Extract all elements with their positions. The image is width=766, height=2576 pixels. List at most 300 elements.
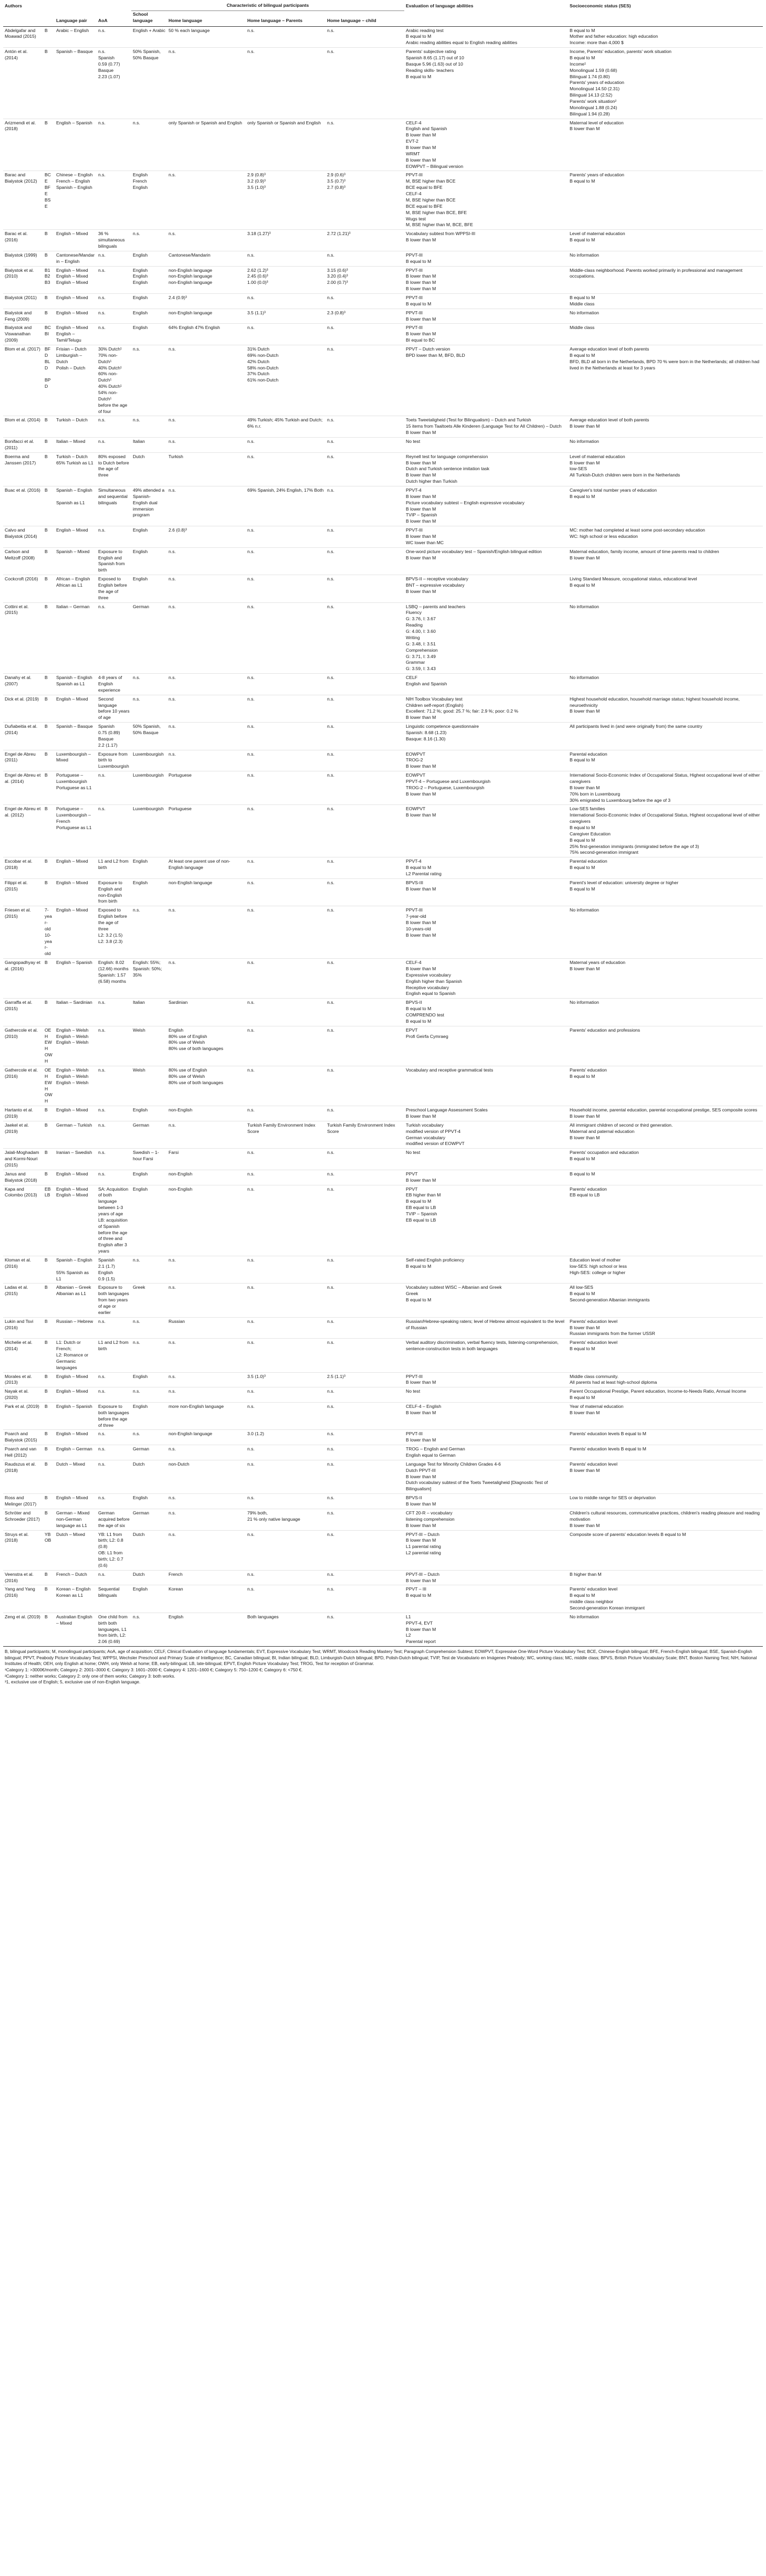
cell-line: English – Welsh <box>56 1027 89 1033</box>
cell-line: Average education level of both parents <box>570 417 649 423</box>
cell-line: English – Mixed <box>56 1171 88 1176</box>
cell-line: B lower than M <box>406 493 436 499</box>
cell-line: TVIP – Spanish <box>406 1211 437 1216</box>
aoa-cell <box>97 1106 131 1121</box>
cell-line: n.s. <box>247 1107 255 1113</box>
home-language-parents-cell <box>246 602 326 673</box>
school-language-cell <box>131 1509 167 1530</box>
cell-line: 60% non-Dutch¹ <box>98 371 118 383</box>
cell-line: Maternal and paternal education <box>570 1128 635 1134</box>
authors-cell <box>3 674 43 695</box>
cell-line: English – Mixed <box>56 527 88 533</box>
cell-line: All immigrant children of second or third generation. <box>570 1122 673 1128</box>
cell-line: B <box>45 1614 48 1619</box>
cell-line: low-SES <box>570 466 587 472</box>
cell-line: Dutch – Mixed <box>56 1461 85 1467</box>
authors-cell <box>3 1185 43 1256</box>
cell-line: n.s. <box>98 1171 106 1176</box>
aoa-cell <box>97 602 131 673</box>
school-language-cell <box>131 345 167 416</box>
cell-line: OWH <box>45 1092 53 1104</box>
school-language-cell <box>131 486 167 526</box>
cell-line: English – Welsh <box>56 1067 89 1073</box>
cell-line: PPVT-4 – Portuguese and Luxembourgish <box>406 778 491 784</box>
cell-line: n.s. <box>247 1150 255 1156</box>
cell-line: Dutch higher than Turkish <box>406 479 457 484</box>
cell-line: Profi Geirfa Cymraeg <box>406 1033 448 1039</box>
home-language-cell <box>167 1403 246 1430</box>
cell-line: B lower than M <box>406 886 436 892</box>
cell-line: Parents' education level <box>570 1461 617 1467</box>
cell-line: B <box>45 1510 48 1515</box>
cell-line: Reynell test for language comprehension <box>406 453 488 459</box>
language-pair-cell <box>55 48 97 119</box>
cell-line: n.s. <box>247 1495 255 1501</box>
cell-line: BCE equal to BFE <box>406 203 443 209</box>
home-language-cell <box>167 1372 246 1387</box>
aoa-cell <box>97 547 131 575</box>
cell-line: Veenstra et al. (2016) <box>5 1571 34 1583</box>
cell-line: 80% use of English <box>169 1067 207 1073</box>
cell-line: English – Mixed <box>56 280 88 285</box>
home-language-parents-cell <box>246 547 326 575</box>
cell-line: WC lower than MC <box>406 539 444 545</box>
cell-line: Korean as L1 <box>56 1593 83 1598</box>
cell-line: n.s. <box>247 1461 255 1467</box>
cell-line: BPVS-II <box>406 1495 422 1501</box>
school-language-cell <box>131 324 167 345</box>
cell-line: n.s. <box>247 858 255 864</box>
cell-line: Dick et al. (2019) <box>5 696 39 702</box>
group-code-cell <box>43 486 55 526</box>
cell-line: B lower than M <box>570 708 600 714</box>
cell-line: n.s. <box>327 772 334 778</box>
home-language-parents-cell <box>246 1403 326 1430</box>
group-code-cell <box>43 750 55 771</box>
cell-line: 3.15 (0.6)³ <box>327 267 348 273</box>
cell-line: English – Mixed <box>56 273 88 279</box>
table-row <box>3 575 763 602</box>
cell-line: n.s. <box>247 1285 255 1290</box>
cell-line: n.s. <box>327 49 334 55</box>
home-language-child-cell <box>326 438 404 453</box>
home-language-parents-cell <box>246 878 326 906</box>
cell-line: B lower than M <box>570 555 600 560</box>
cell-line: n.s. <box>247 527 255 533</box>
cell-line: Spanish: 8.68 (1.23) <box>406 729 447 735</box>
home-language-child-cell <box>326 1339 404 1372</box>
group-code-cell <box>43 1121 55 1148</box>
ses-cell <box>568 1149 763 1170</box>
evaluation-cell <box>404 486 568 526</box>
cell-line: Spanish – English <box>56 487 92 493</box>
group-code-cell <box>43 602 55 673</box>
evaluation-cell <box>404 266 568 293</box>
table-row <box>3 1317 763 1339</box>
aoa-cell <box>97 1149 131 1170</box>
home-language-cell <box>167 1284 246 1317</box>
cell-line: n.s. <box>327 1340 334 1345</box>
cell-line: B <box>45 806 48 812</box>
home-language-child-cell <box>326 293 404 309</box>
authors-cell <box>3 1403 43 1430</box>
cell-line: n.s. <box>247 675 255 681</box>
cell-line: 36 % simultaneous bilinguals <box>98 231 125 249</box>
language-pair-cell <box>55 878 97 906</box>
school-language-cell <box>131 1026 167 1066</box>
cell-line: English <box>133 1404 148 1409</box>
cell-line: n.s. <box>327 252 334 258</box>
cell-line: English <box>133 879 148 885</box>
cell-line: TVIP – Spanish <box>406 512 437 518</box>
home-language-child-cell <box>326 1026 404 1066</box>
cell-line: 0.59 (0.77) <box>98 61 120 67</box>
cell-line: English equal to German <box>406 1453 456 1458</box>
home-language-parents-cell <box>246 171 326 230</box>
school-language-cell <box>131 48 167 119</box>
cell-line: BNT – expressive vocabulary <box>406 582 465 588</box>
cell-line: Gathercole et al. (2010) <box>5 1027 38 1039</box>
ses-cell <box>568 1430 763 1445</box>
authors-cell <box>3 771 43 805</box>
cell-line: English – Mixed <box>56 1373 88 1379</box>
cell-line: n.s. <box>98 120 106 125</box>
authors-cell <box>3 324 43 345</box>
cell-line: B lower than M <box>406 932 436 938</box>
cell-line: CELF-4 <box>406 191 422 197</box>
cell-line: Monolingual 1.59 (0.68) <box>570 67 617 73</box>
cell-line: n.s. <box>327 1531 334 1537</box>
cell-line: PPVT-III <box>406 252 423 258</box>
home-language-child-cell <box>326 1403 404 1430</box>
school-language-cell <box>131 1170 167 1185</box>
cell-line: Both languages <box>247 1614 279 1619</box>
cell-line: Kapa and Colombo (2013) <box>5 1186 37 1198</box>
cell-line: Spanish: 1.57 (6.58) months <box>98 972 127 984</box>
authors-cell <box>3 438 43 453</box>
cell-line: n.s. <box>327 346 334 352</box>
cell-line: n.s. <box>169 960 176 966</box>
language-pair-cell <box>55 1372 97 1387</box>
home-language-parents-cell <box>246 906 326 959</box>
authors-cell <box>3 878 43 906</box>
table-row <box>3 1185 763 1256</box>
cell-line: Reading skills- teachers <box>406 67 454 73</box>
cell-line: Parental education <box>570 858 607 864</box>
home-language-parents-cell <box>246 695 326 722</box>
ses-cell <box>568 602 763 673</box>
cell-line: 42% Dutch <box>247 358 270 364</box>
header-home-language-child: Home language – child <box>326 10 404 26</box>
school-language-cell <box>131 416 167 438</box>
cell-line: English <box>133 267 148 273</box>
home-language-cell <box>167 723 246 750</box>
cell-line: 37% Dutch <box>247 371 270 377</box>
cell-line: n.s. <box>98 772 106 778</box>
school-language-cell <box>131 771 167 805</box>
cell-line: only Spanish or Spanish and English <box>247 120 321 125</box>
ses-cell <box>568 293 763 309</box>
cell-line: WC: high school or less education <box>570 534 638 539</box>
cell-line: Spanish – English <box>56 185 92 190</box>
cell-line: n.s. <box>133 1431 140 1437</box>
cell-line: 2.6 (0.8)³ <box>169 527 187 533</box>
ses-cell <box>568 1372 763 1387</box>
cell-line: only Spanish or Spanish and English <box>169 120 242 125</box>
cell-line: n.s. <box>247 772 255 778</box>
ses-cell <box>568 1387 763 1403</box>
home-language-child-cell <box>326 526 404 548</box>
cell-line: English <box>133 252 148 258</box>
cell-line: L1 and L2 from birth <box>98 858 129 871</box>
home-language-cell <box>167 1170 246 1185</box>
home-language-parents-cell <box>246 1339 326 1372</box>
cell-line: Turkish vocabulary <box>406 1122 444 1128</box>
cell-line: n.s. <box>98 252 106 258</box>
cell-line: Composite score of parents' education levels B equal to M <box>570 1531 686 1537</box>
cell-line: Australian English – Mixed <box>56 1614 92 1626</box>
cell-line: n.s. <box>327 1495 334 1501</box>
ses-cell <box>568 1026 763 1066</box>
cell-line: n.s. <box>169 487 176 493</box>
cell-line: English <box>133 1586 148 1592</box>
cell-line: EB equal to LB <box>406 1205 436 1211</box>
cell-line: EOWPVT – Bilingual version <box>406 163 464 169</box>
cell-line: 21 % only native language <box>247 1516 300 1522</box>
home-language-child-cell <box>326 1509 404 1530</box>
cell-line: Linguistic competence questionnaire <box>406 724 479 729</box>
cell-line: Jalali-Moghadam and Kormi-Nouri (2015) <box>5 1150 39 1168</box>
cell-line: High-SES: college or higher <box>570 1269 626 1275</box>
cell-line: 80% use of both languages <box>169 1046 224 1052</box>
cell-line: PPVT-III <box>406 527 423 533</box>
school-language-cell <box>131 723 167 750</box>
cell-line: Cockcroft (2016) <box>5 576 38 582</box>
aoa-cell <box>97 723 131 750</box>
cell-line: B equal to M <box>570 824 595 830</box>
home-language-child-cell <box>326 1445 404 1460</box>
home-language-parents-cell <box>246 416 326 438</box>
cell-line: B lower than M <box>406 460 436 465</box>
cell-line: n.s. <box>247 576 255 582</box>
school-language-cell <box>131 1066 167 1106</box>
home-language-child-cell <box>326 1185 404 1256</box>
cell-line: non-English <box>169 1186 193 1192</box>
cell-line: All participants lived in (and were originally from) the same country <box>570 724 702 729</box>
table-row <box>3 293 763 309</box>
evaluation-cell <box>404 1494 568 1509</box>
home-language-cell <box>167 1530 246 1570</box>
evaluation-cell <box>404 575 568 602</box>
cell-line: Portuguese – Luxembourgish – French <box>56 806 91 824</box>
cell-line: 49% Turkish; 45% Turkish and Dutch; 6% n.r. <box>247 417 323 429</box>
group-code-cell <box>43 1372 55 1387</box>
home-language-parents-cell <box>246 771 326 805</box>
school-language-cell <box>131 230 167 251</box>
home-language-cell <box>167 1430 246 1445</box>
home-language-child-cell <box>326 1317 404 1339</box>
cell-line: B lower than M <box>406 920 436 926</box>
home-language-cell <box>167 1121 246 1148</box>
cell-line: OB: L1 from birth; L2: 0.7 (0.6) <box>98 1550 123 1568</box>
cell-line: Basque <box>98 67 114 73</box>
group-code-cell <box>43 171 55 230</box>
cell-line: M, BSE higher than BCE, BFE <box>406 209 467 215</box>
authors-cell <box>3 452 43 486</box>
language-pair-cell <box>55 1613 97 1646</box>
cell-line: BI equal to BC <box>406 337 435 343</box>
cell-line: n.s. <box>327 1257 334 1263</box>
cell-line: English <box>133 576 148 582</box>
authors-cell <box>3 602 43 673</box>
cell-line: n.s. <box>133 1318 140 1324</box>
table-row <box>3 1026 763 1066</box>
aoa-cell <box>97 1509 131 1530</box>
language-pair-cell <box>55 1026 97 1066</box>
cell-line: 80% use of English <box>169 1033 207 1039</box>
cell-line: B lower than M <box>406 1501 436 1507</box>
cell-line: Spanish as L1 <box>56 500 85 505</box>
cell-line: Luxembourgish <box>133 751 164 757</box>
cell-line: Hartanto et al. (2019) <box>5 1107 33 1119</box>
home-language-child-cell <box>326 771 404 805</box>
cell-line: B lower than M <box>406 791 436 797</box>
authors-cell <box>3 1256 43 1283</box>
cell-line: Garraffa et al. (2015) <box>5 1000 33 1012</box>
cell-line: LB: acquisition of Spanish before the age of three and English after 3 years <box>98 1217 128 1254</box>
cell-line: B lower than M <box>406 1538 436 1543</box>
home-language-parents-cell <box>246 1170 326 1185</box>
home-language-child-cell <box>326 674 404 695</box>
cell-line: Ross and Melinger (2017) <box>5 1495 37 1507</box>
cell-line: more non-English language <box>169 1404 224 1409</box>
cell-line: n.s. <box>133 1257 140 1263</box>
cell-line: B <box>45 1285 48 1290</box>
cell-line: n.s. <box>98 1571 106 1577</box>
evaluation-cell <box>404 805 568 857</box>
school-language-cell <box>131 1403 167 1430</box>
cell-line: n.s. <box>133 120 140 125</box>
cell-line: Second-generation Korean immigrant <box>570 1605 645 1610</box>
cell-line: n.s. <box>98 294 106 300</box>
home-language-cell <box>167 1387 246 1403</box>
home-language-cell <box>167 1460 246 1493</box>
table-row <box>3 1372 763 1387</box>
ses-cell <box>568 266 763 293</box>
home-language-parents-cell <box>246 48 326 119</box>
cell-line: English <box>133 172 148 178</box>
cell-line: Blom et al. (2014) <box>5 417 40 423</box>
aoa-cell <box>97 230 131 251</box>
cell-line: Spanish – English <box>56 1257 92 1263</box>
cell-line: Basque: 8.16 (1.30) <box>406 736 446 741</box>
cell-line: n.s. <box>327 439 334 444</box>
cell-line: non-English <box>169 1107 193 1113</box>
group-code-cell <box>43 1613 55 1646</box>
aoa-cell <box>97 805 131 857</box>
cell-line: 3.5 (1.1)³ <box>247 310 266 315</box>
home-language-cell <box>167 1509 246 1530</box>
home-language-child-cell <box>326 1460 404 1493</box>
school-language-cell <box>131 999 167 1026</box>
cell-line: Children self-report (English) <box>406 702 464 708</box>
aoa-cell <box>97 959 131 999</box>
cell-line: Bialystok and Viswanathan (2009) <box>5 325 32 343</box>
cell-line: French <box>133 178 147 184</box>
table-row <box>3 1339 763 1372</box>
cell-line: n.s. <box>169 548 176 554</box>
evaluation-cell <box>404 1106 568 1121</box>
ses-cell <box>568 1460 763 1493</box>
cell-line: B lower than M <box>406 588 436 594</box>
cell-line: WRMT <box>406 151 420 156</box>
cell-line: B equal to M <box>570 294 595 300</box>
ses-cell <box>568 547 763 575</box>
cell-line: B equal to M <box>570 757 595 763</box>
home-language-cell <box>167 416 246 438</box>
cell-line: English – Mixed <box>56 231 88 237</box>
authors-cell <box>3 486 43 526</box>
cell-line: PPVT-III <box>406 267 423 273</box>
evaluation-cell <box>404 1149 568 1170</box>
home-language-parents-cell <box>246 452 326 486</box>
cell-line: English – Mixed <box>56 696 88 702</box>
group-code-cell <box>43 1317 55 1339</box>
cell-line: B equal to M <box>406 1018 432 1024</box>
school-language-cell <box>131 750 167 771</box>
cell-line: non-English language <box>169 280 213 285</box>
table-row <box>3 119 763 171</box>
aoa-cell <box>97 1460 131 1493</box>
evaluation-cell <box>404 959 568 999</box>
school-language-cell <box>131 674 167 695</box>
authors-cell <box>3 1570 43 1585</box>
table-row <box>3 1149 763 1170</box>
home-language-child-cell <box>326 345 404 416</box>
cell-line: 80% use of Welsh <box>169 1073 205 1079</box>
cell-line: English <box>169 1614 184 1619</box>
group-code-cell <box>43 1106 55 1121</box>
cell-line: Parent's level of education: university degree or higher <box>570 879 679 885</box>
cell-line: Poarch and Bialystok (2015) <box>5 1431 37 1443</box>
school-language-cell <box>131 452 167 486</box>
cell-line: English – Mixed <box>56 1107 88 1113</box>
table-row <box>3 999 763 1026</box>
cell-line: 4-8 years of English experience <box>98 675 122 693</box>
table-row <box>3 171 763 230</box>
cell-line: SA: Acquisition of both language between 1-3 years of age <box>98 1186 129 1216</box>
cell-line: 3.5 (0.7)³ <box>327 178 345 184</box>
cell-line: n.s. <box>169 439 176 444</box>
ses-cell <box>568 1121 763 1148</box>
cell-line: G: 3.59, I: 3.43 <box>406 666 436 672</box>
cell-line: 3.20 (0.4)³ <box>327 273 348 279</box>
evaluation-cell <box>404 695 568 722</box>
cell-line: BI <box>45 331 49 337</box>
evaluation-cell <box>404 1284 568 1317</box>
group-code-cell <box>43 1403 55 1430</box>
cell-line: non-English language <box>169 267 213 273</box>
cell-line: n.s. <box>169 231 176 237</box>
cell-line: 1.00 (0.0)³ <box>247 280 268 285</box>
cell-line: Children's cultural resources, communicative practices, children's reading pleasure and reading motivation <box>570 1510 760 1522</box>
ses-cell <box>568 1066 763 1106</box>
cell-line: Exposure to both languages before the age of three <box>98 1404 129 1428</box>
cell-line: Portuguese <box>169 772 192 778</box>
cell-line: B lower than M <box>406 331 436 337</box>
home-language-parents-cell <box>246 723 326 750</box>
cell-line: Average education level of both parents <box>570 346 649 352</box>
